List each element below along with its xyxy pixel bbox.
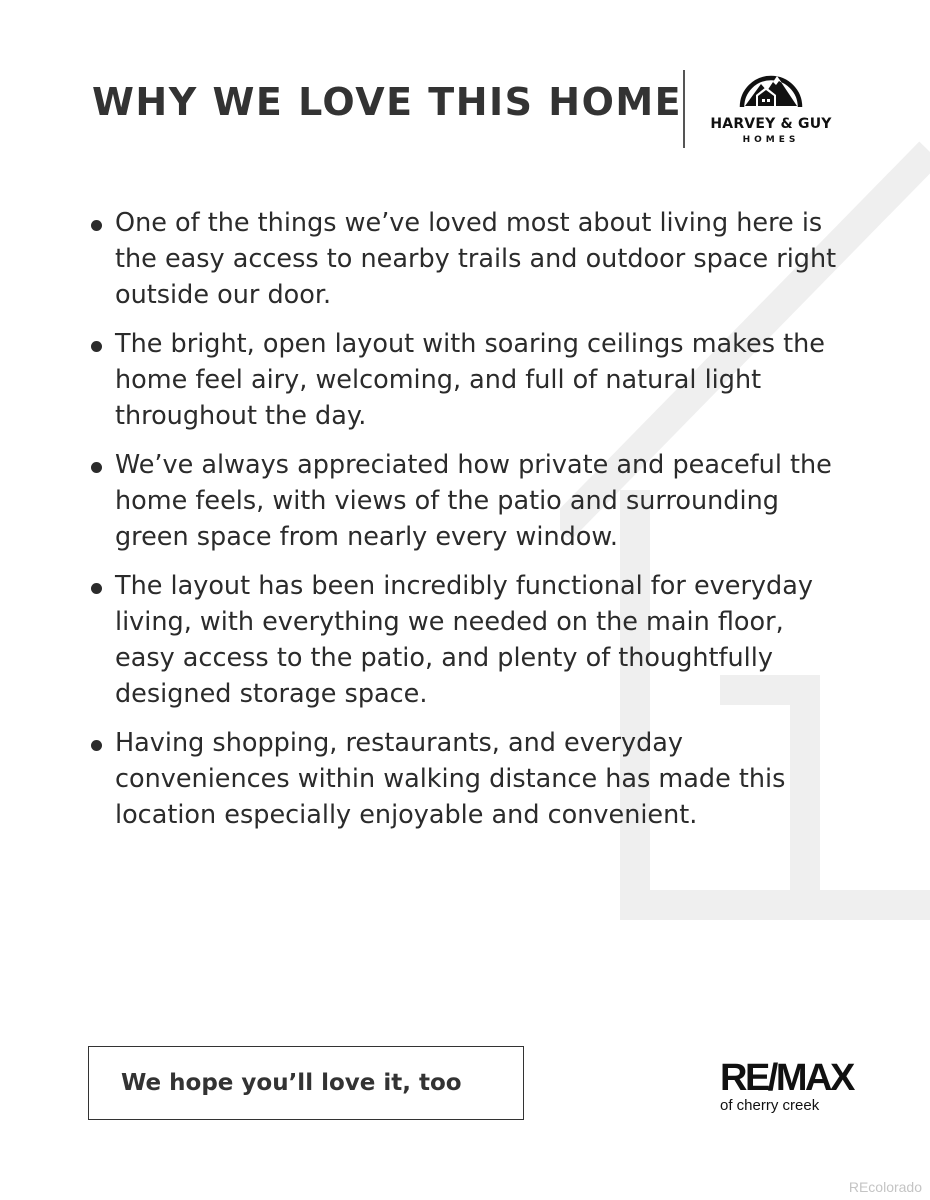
bullet-icon [91,341,102,352]
list-item-text: The bright, open layout with soaring ceilings makes the home feel airy, welcoming, and full of natural light throughout the day. [115,329,825,431]
closing-message: We hope you’ll love it, too [121,1070,462,1096]
list-item [88,447,838,555]
bullet-icon [91,462,102,473]
bullet-icon [91,220,102,231]
bullet-icon [91,740,102,751]
list-item-text: The layout has been incredibly functional for everyday living, with everything we needed on the main floor, easy access to the patio, and plenty of thoughtfully designed storage space. [115,571,813,709]
page-title: WHY WE LOVE THIS HOME [92,80,683,124]
remax-subtitle: of cherry creek [720,1097,820,1114]
list-item [88,205,838,313]
logo-name: HARVEY & GUY [710,116,832,132]
closing-message-box [88,1046,524,1120]
list-item [88,568,838,712]
reasons-list [88,205,838,846]
list-item [88,326,838,434]
list-item-text: One of the things we’ve loved most about living here is the easy access to nearby trails and outdoor space right outside our door. [115,208,837,310]
source-credit: REcolorado [848,1179,922,1195]
mountain-house-icon [739,62,803,110]
logo-subtitle: HOMES [742,135,800,145]
list-item-text: Having shopping, restaurants, and everyday conveniences within walking distance has made this location especially enjoyable and convenient. [115,728,786,830]
remax-logo [720,1058,860,1114]
list-item-text: We’ve always appreciated how private and peaceful the home feels, with views of the patio and surrounding green space from nearly every window. [115,450,832,552]
list-item [88,725,838,833]
bullet-icon [91,583,102,594]
header-divider [683,70,685,148]
remax-brand: RE/MAX [720,1057,853,1099]
harvey-guy-logo [700,62,842,154]
